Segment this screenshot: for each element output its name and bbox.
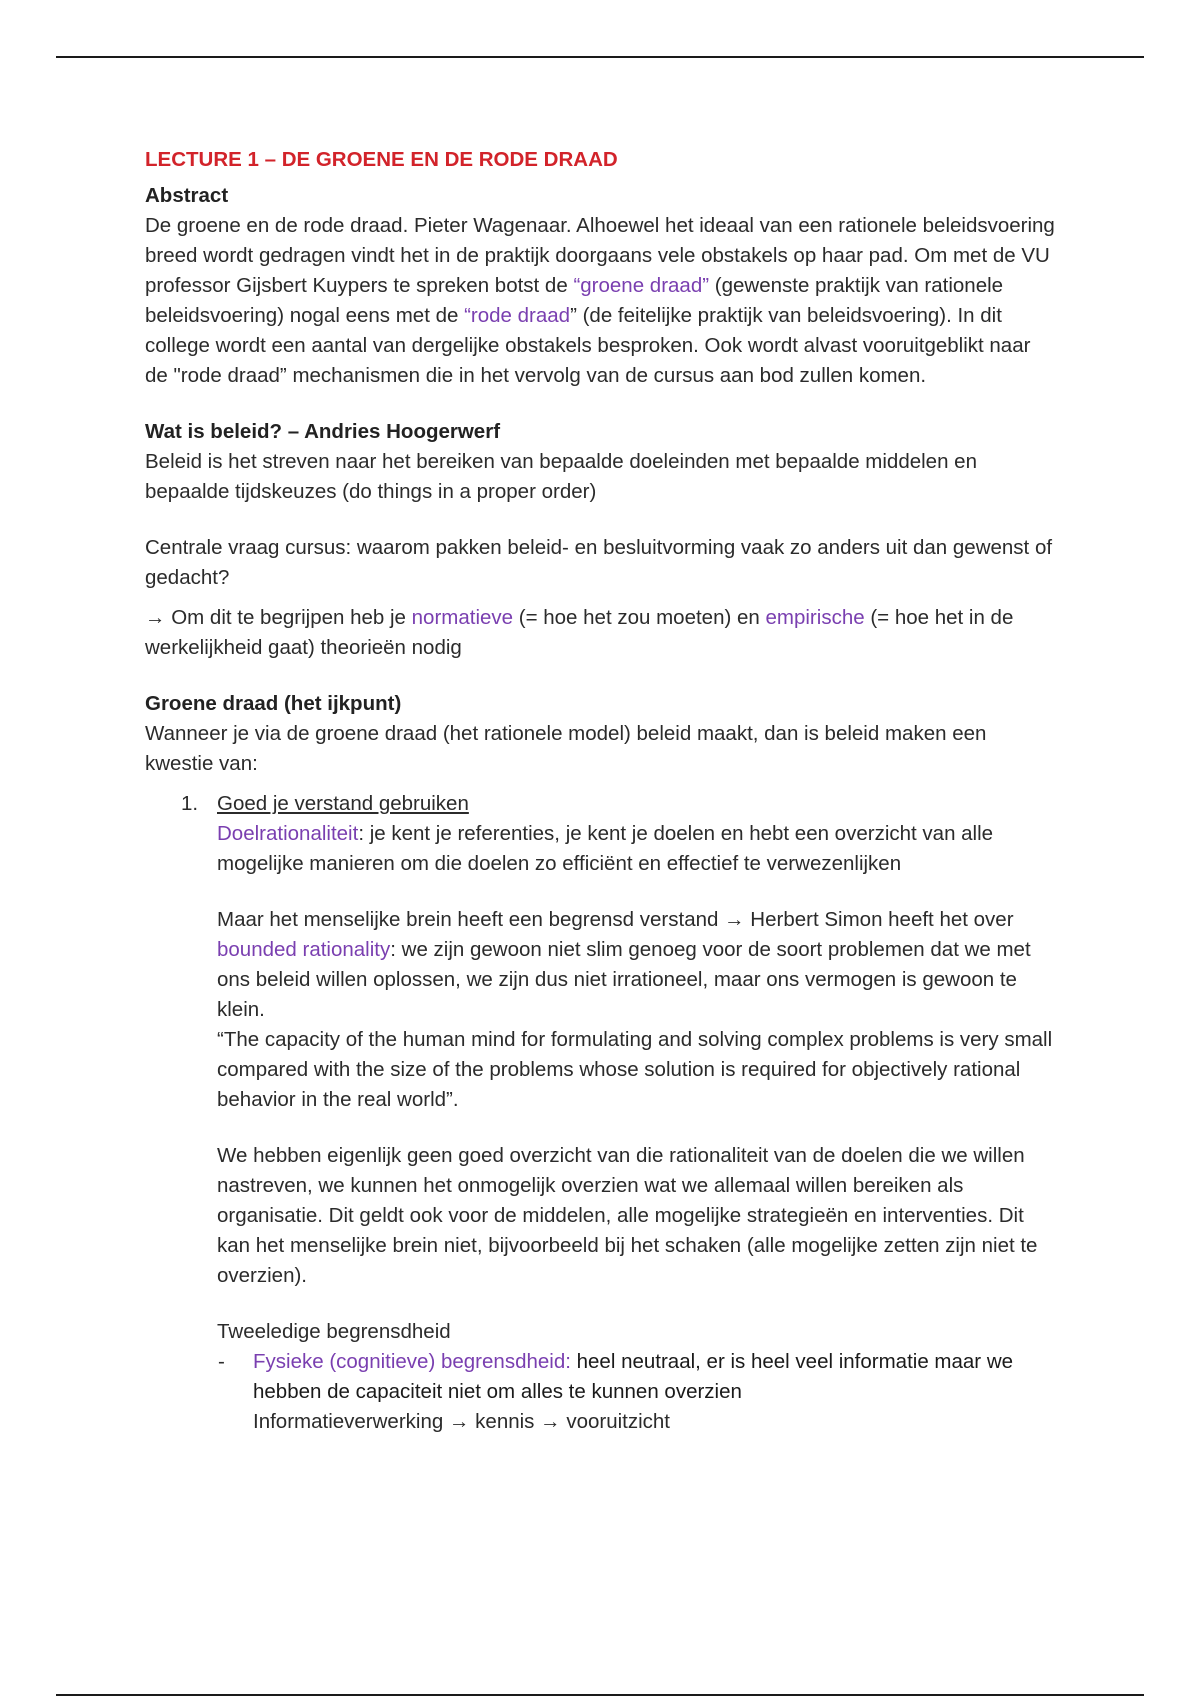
- doelrationaliteit-term: Doelrationaliteit: [217, 822, 359, 845]
- bottom-rule: [56, 1694, 1144, 1696]
- groene-draad-intro: Wanneer je via de groene draad (het rationele model) beleid maakt, dan is beleid maken een kwestie van:: [145, 722, 987, 775]
- dash-bullet: -: [218, 1350, 225, 1373]
- empirische-term: empirische: [765, 606, 865, 629]
- list-item: [145, 789, 1055, 1347]
- tweeledige-heading: Tweeledige begrensdheid: [217, 1320, 451, 1343]
- fysieke-begrensdheid-term: Fysieke (cognitieve) begrensdheid:: [253, 1350, 571, 1373]
- fysieke-begrensdheid: Fysieke (cognitieve) begrensdheid: heel neutraal, er is heel veel informatie maar we hebben de capaciteit niet om alles te kunnen overzien: [253, 1350, 1014, 1403]
- theorie-paragraph: → Om dit te begrijpen heb je normatieve (= hoe het zou moeten) en empirische (= hoe het in de werkelijkheid gaat) theorieën nodig: [145, 606, 1014, 659]
- document-page: [145, 145, 1055, 1437]
- dash-list-item: [145, 1347, 1055, 1437]
- beleid-heading: Wat is beleid? – Andries Hoogerwerf: [145, 420, 501, 443]
- abstract-text-3: ” (de feitelijke praktijk van beleidsvoering). In dit college wordt een aantal van dergelijke obstakels besproken. Ook wordt alvast vooruitgeblikt naar de "rode draad” mechanismen die in het vervolg van de cursus aan bod zullen komen.: [145, 304, 1031, 387]
- list-item-title: Goed je verstand gebruiken: [217, 792, 469, 815]
- rode-draad-term: “rode draad: [464, 304, 571, 327]
- informatieverwerking-line: Informatieverwerking → kennis → vooruitzicht: [253, 1410, 671, 1433]
- abstract-text-1: De groene en de rode draad. Pieter Wagenaar. Alhoewel het ideaal van een rationele beleidsvoering breed wordt gedragen vindt het in de praktijk doorgaans vele obstakels op haar pad. Om met de VU professor Gijsbert Kuypers te spreken botst de: [145, 214, 1055, 297]
- simon-quote: “The capacity of the human mind for formulating and solving complex problems is very small compared with the size of the problems whose solution is required for objectively rational behavior in the real world”.: [217, 1028, 1053, 1111]
- bounded-rationality-paragraph: Maar het menselijke brein heeft een begrensd verstand → Herbert Simon heeft het over bounded rationality: we zijn gewoon niet slim genoeg voor de soort problemen dat we met ons beleid willen oplossen, we zijn dus niet irrationeel, maar ons vermogen is gewoon te klein.: [217, 908, 1031, 1021]
- beleid-paragraph: Beleid is het streven naar het bereiken van bepaalde doeleinden met bepaalde middelen en bepaalde tijdskeuzes (do things in a proper order): [145, 450, 977, 503]
- overzicht-paragraph: We hebben eigenlijk geen goed overzicht van die rationaliteit van de doelen die we willen nastreven, we kunnen het onmogelijk overzien wat we allemaal willen bereiken als organisatie. Dit geldt ook voor de middelen, alle mogelijke strategieën en interventies. Dit kan het menselijke brein niet, bijvoorbeeld bij het schaken (alle mogelijke zetten zijn niet te overzien).: [217, 1144, 1038, 1287]
- list-number: 1.: [181, 792, 199, 815]
- arrow-icon: →: [145, 606, 166, 629]
- abstract-heading: Abstract: [145, 184, 229, 207]
- arrow-icon: →: [448, 1410, 470, 1433]
- groene-draad-heading: Groene draad (het ijkpunt): [145, 692, 402, 715]
- abstract-text-2: (gewenste praktijk van rationele beleidsvoering) nogal eens met de: [145, 274, 1004, 327]
- abstract-paragraph: [145, 211, 1055, 391]
- groene-draad-term: “groene draad”: [573, 274, 710, 297]
- normatieve-term: normatieve: [411, 606, 514, 629]
- arrow-icon: →: [540, 1410, 561, 1433]
- top-rule: [56, 56, 1144, 58]
- page-title: LECTURE 1 – DE GROENE EN DE RODE DRAAD: [145, 148, 618, 171]
- arrow-icon: →: [724, 908, 745, 931]
- doelrationaliteit-paragraph: Doelrationaliteit: je kent je referenties, je kent je doelen en hebt een overzicht van alle mogelijke manieren om die doelen zo efficiënt en effectief te verwezenlijken: [217, 822, 994, 875]
- centrale-vraag: Centrale vraag cursus: waarom pakken beleid- en besluitvorming vaak zo anders uit dan gewenst of gedacht?: [145, 536, 1053, 589]
- bounded-rationality-term: bounded rationality: [217, 938, 391, 961]
